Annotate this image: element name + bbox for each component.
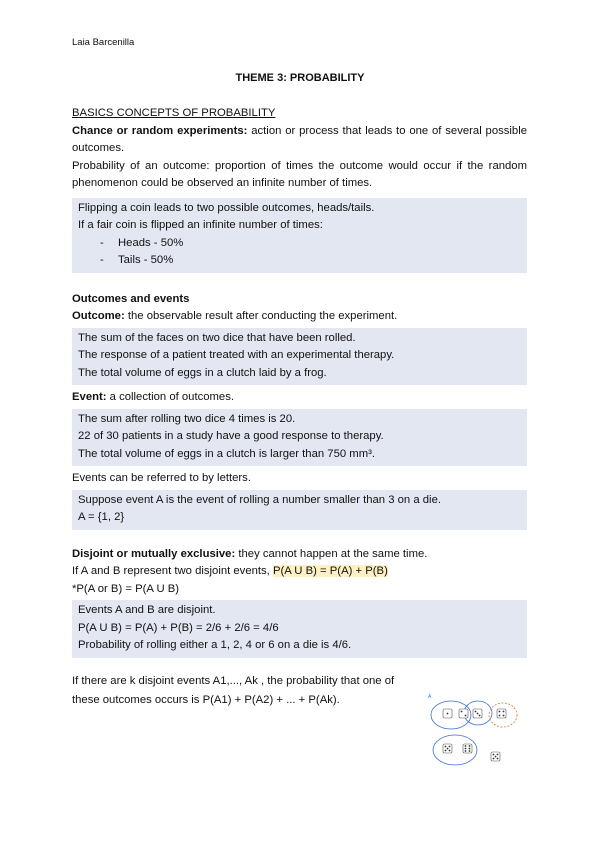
author-name: Laia Barcenilla (72, 37, 135, 48)
list-item: - Tails - 50% (100, 252, 521, 270)
disjoint-definition (72, 546, 527, 564)
box-line: The sum after rolling two dice 4 times is 20. (78, 412, 296, 425)
outcome-definition (72, 308, 527, 326)
outcome-term: Outcome: (72, 310, 125, 322)
event-term: Event: (72, 391, 107, 403)
diagram-label: A (428, 694, 432, 700)
box-line: The total volume of eggs in a clutch is larger than 750 mm³. (78, 447, 376, 460)
die-face-6 (463, 744, 472, 753)
event-definition (72, 389, 527, 407)
list-item: - Heads - 50% (100, 235, 521, 253)
box-line: The sum of the faces on two dice that have been rolled. (78, 331, 356, 344)
outcome-def: the observable result after conducting the experiment. (124, 310, 398, 322)
disjoint-term: Disjoint or mutually exclusive: (72, 547, 236, 560)
die-face-4 (497, 709, 506, 718)
box-line: Events A and B are disjoint. (78, 604, 216, 616)
box-line: 22 of 30 patients in a study have a good response to therapy. (78, 430, 384, 442)
chance-def: action or process that leads to one of several possible outcomes. (72, 124, 527, 154)
disjoint-rule-text: If A and B represent two disjoint events, (72, 565, 273, 577)
disjoint-def: they cannot happen at the same time. (235, 547, 428, 560)
box-line: A = {1, 2} (78, 511, 125, 523)
chance-term: Chance or random experiments: (72, 124, 248, 137)
disjoint-example-box (72, 600, 527, 658)
event-def: a collection of outcomes. (106, 391, 235, 403)
box-line: P(A U B) = P(A) + P(B) = 2/6 + 2/6 = 4/6 (78, 621, 279, 634)
die-face-2 (459, 709, 468, 718)
coin-example-box (72, 198, 527, 273)
dice-venn-diagram (423, 690, 533, 772)
page-title: THEME 3: PROBABILITY (235, 72, 365, 84)
disjoint-rule (72, 563, 527, 581)
event-example-box (72, 409, 527, 467)
probability-outcome-def: Probability of an outcome: proportion of times the outcome would occur if the random phenomenon could be observed an infinite number of times. (72, 159, 527, 189)
outcomes-heading: Outcomes and events (72, 292, 190, 305)
chance-definition (72, 123, 527, 158)
coin-line-2: If a fair coin is flipped an infinite number of times: (78, 219, 323, 231)
box-line: Suppose event A is the event of rolling a number smaller than 3 on a die. (78, 493, 441, 506)
k-events-rule: If there are k disjoint events A1,..., Ak , the probability that one of these outcomes occurs is P(A1) + P(A2) + ... + P(Ak). (72, 674, 395, 706)
letters-line: Events can be referred to by letters. (72, 472, 251, 484)
letters-example-box (72, 490, 527, 530)
disjoint-formula: P(A U B) = P(A) + P(B) (272, 565, 388, 577)
box-line: Probability of rolling either a 1, 2, 4 or 6 on a die is 4/6. (78, 639, 352, 651)
or-equivalence: *P(A or B) = P(A U B) (72, 582, 180, 595)
outcome-example-box (72, 328, 527, 386)
document-body (72, 105, 527, 710)
box-line: The total volume of eggs in a clutch laid by a frog. (78, 366, 327, 379)
basics-heading: BASICS CONCEPTS OF PROBABILITY (72, 107, 276, 119)
box-line: The response of a patient treated with an experimental therapy. (78, 349, 395, 361)
coin-list (78, 235, 521, 270)
coin-line-1: Flipping a coin leads to two possible outcomes, heads/tails. (78, 201, 375, 214)
